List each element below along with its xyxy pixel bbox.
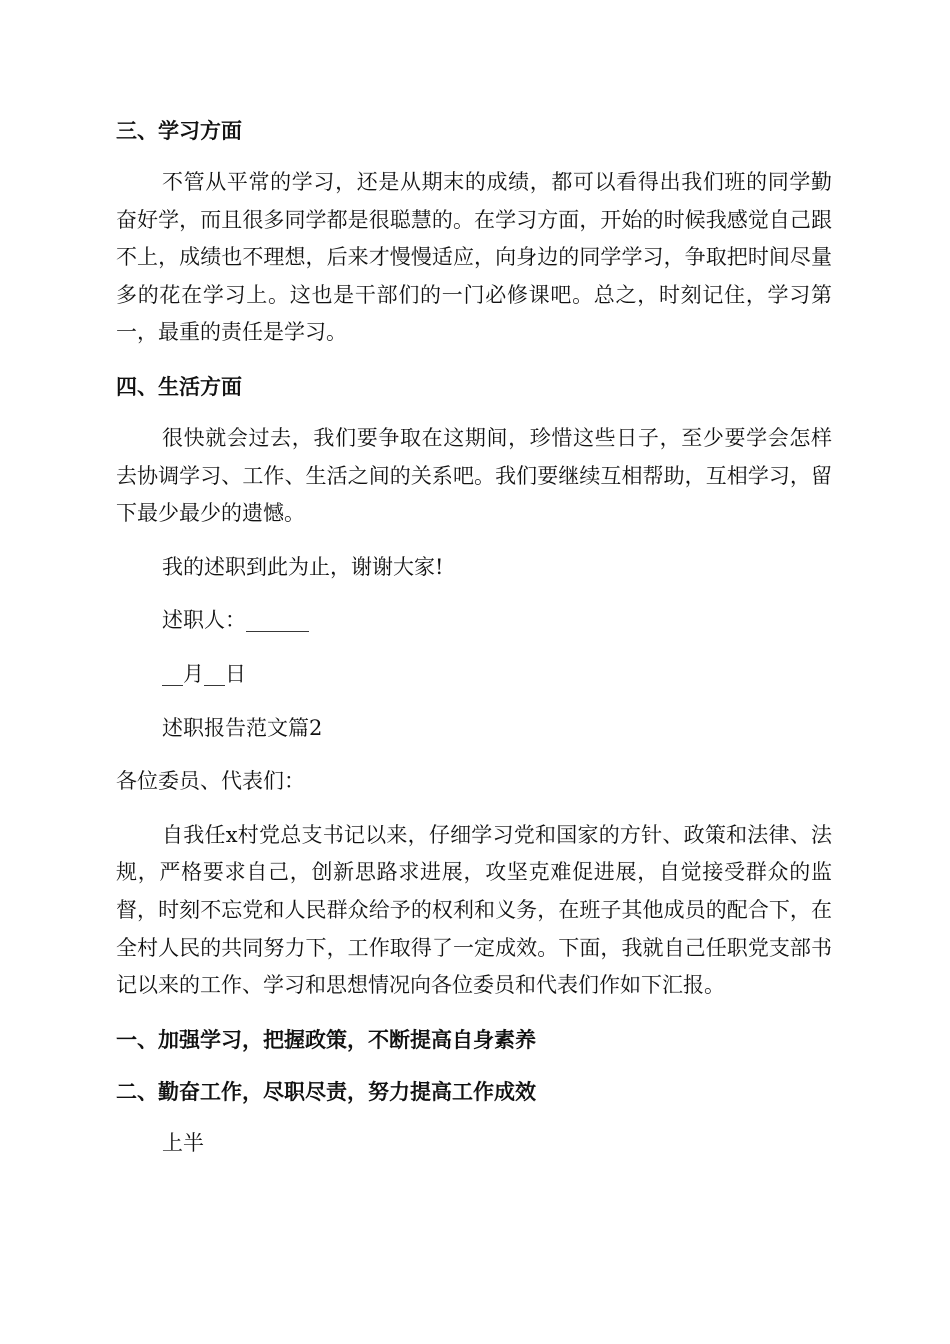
- closing-line: 我的述职到此为止，谢谢大家!: [162, 554, 444, 579]
- paragraph-tail: 上半: [162, 1130, 204, 1155]
- paragraph-intro: 自我任x村党总支书记以来，仔细学习党和国家的方针、政策和法律、法规，严格要求自己，创新思路求进展，攻坚克难促进展，自觉接受群众的监督，时刻不忘党和人民群众给予的权利和义务，在班子其他成员的配合下，在全村人民的共同努力下，工作取得了一定成效。下面，我就自己任职党支部书记以来的工作、学习和思想情况向各位委员和代表们作如下汇报。: [116, 822, 832, 998]
- salutation: 各位委员、代表们：: [116, 769, 305, 794]
- document-page: [116, 108, 832, 1162]
- section-heading-2: 二、勤奋工作，尽职尽责，努力提高工作成效: [116, 1079, 536, 1104]
- section-heading-study: 三、学习方面: [116, 119, 242, 143]
- paragraph-study: 不管从平常的学习，还是从期末的成绩，都可以看得出我们班的同学勤奋好学，而且很多同学都是很聪慧的。在学习方面，开始的时候我感觉自己跟不上，成绩也不理想，后来才慢慢适应，向身边的同学学习，争取把时间尽量多的花在学习上。这也是干部们的一门必修课吧。总之，时刻记住，学习第一，最重的责任是学习。: [116, 170, 832, 345]
- paragraph-life: 很快就会过去，我们要争取在这期间，珍惜这些日子，至少要学会怎样去协调学习、工作、生活之间的关系吧。我们要继续互相帮助，互相学习，留下最少最少的遗憾。: [116, 425, 832, 526]
- section-heading-life: 四、生活方面: [116, 374, 242, 399]
- date-line: __月__日: [162, 661, 246, 686]
- section-heading-1: 一、加强学习，把握政策，不断提高自身素养: [116, 1027, 536, 1052]
- article-title: 述职报告范文篇2: [162, 715, 323, 740]
- signer-line: 述职人：______: [162, 608, 309, 633]
